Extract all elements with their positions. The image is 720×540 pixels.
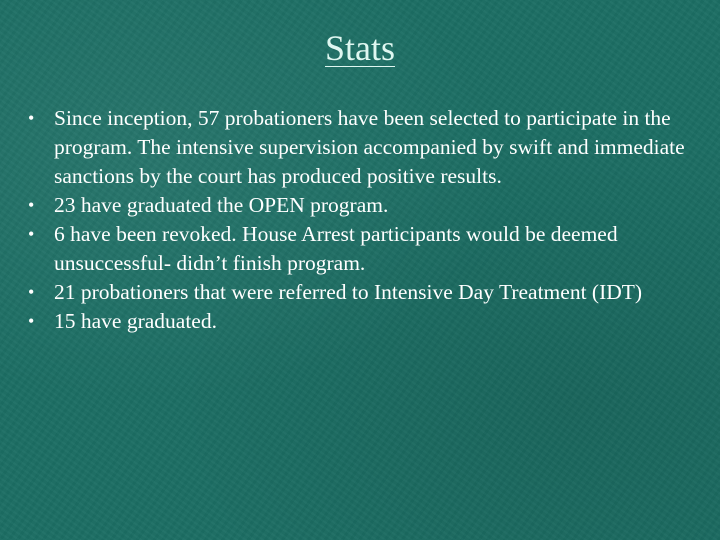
bullet-number: 6	[54, 222, 65, 246]
bullet-text: Since inception, 57 probationers have been selected to participate in the program. The intensive supervision accompanied by swift and immediate sanctions by the court has produced positive results.	[54, 106, 685, 188]
bullet-item-revoked	[26, 220, 698, 278]
bullet-icon: •	[28, 311, 35, 331]
bullet-list	[26, 104, 698, 336]
bullet-text: have been revoked. House Arrest participants would be deemed unsuccessful- didn’t finish program.	[54, 222, 618, 275]
bullet-icon: •	[28, 224, 35, 244]
bullet-item-idt-graduated	[26, 307, 698, 336]
bullet-item-inception	[26, 104, 698, 191]
slide-title: Stats	[324, 28, 395, 68]
bullet-icon: •	[28, 108, 35, 128]
bullet-text: have graduated the OPEN program.	[75, 193, 389, 217]
bullet-text: 15 have graduated.	[54, 309, 217, 333]
bullet-text: probationers that were referred to Intensive Day Treatment (IDT)	[75, 280, 643, 304]
bullet-number: 21	[54, 280, 76, 304]
bullet-item-idt-referred	[26, 278, 698, 307]
bullet-icon: •	[28, 282, 35, 302]
bullet-number: 23	[54, 193, 76, 217]
bullet-icon: •	[28, 195, 35, 215]
bullet-item-graduated-open	[26, 191, 698, 220]
